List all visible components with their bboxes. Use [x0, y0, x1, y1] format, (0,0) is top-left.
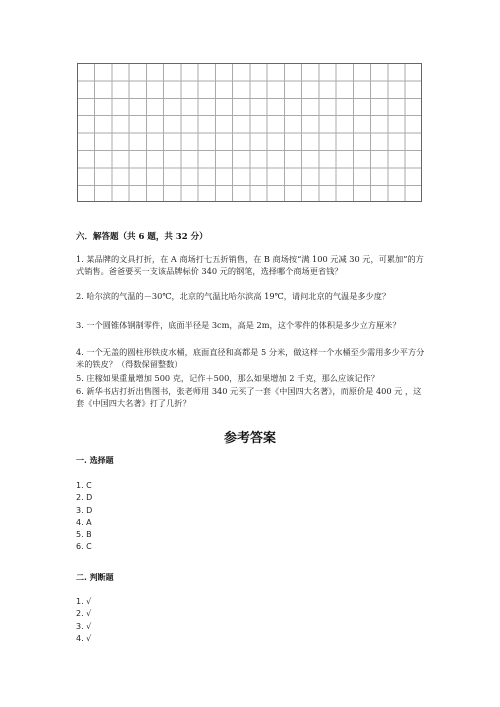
problem-6: 6. 新华书店打折出售图书，张老师用 340 元买了一套《中国四大名著》，而原价是 400 元 ，这套《中国四大名著》打了几折？: [76, 386, 422, 409]
judge-answer-list: [76, 596, 91, 645]
list-item: 1. √: [76, 597, 92, 606]
problem-5: 5. 庄稼如果重量增加 500 克，记作＋500，那么如果增加 2 千克，那么应该记作？: [76, 373, 379, 383]
choice-section-title: 一. 选择题: [76, 455, 114, 465]
writing-grid: [77, 63, 422, 202]
list-item: 6. C: [76, 542, 92, 552]
list-item: 3. D: [76, 505, 93, 515]
answers-title: 参考答案: [223, 431, 276, 446]
problem-3: 3. 一个圆锥体钢制零件，底面半径是 3cm，高是 2m，这个零件的体积是多少立方厘米？: [76, 320, 401, 330]
problem-1: 1. 某品牌的文具打折，在 A 商场打七五折销售，在 B 商场按“满 100 元减 30 元，可累加”的方式销售。爸爸要买一支该品牌标价 340 元的钢笔，选择哪个商场更省钱？: [76, 254, 424, 277]
section-6-title: 六．解答题（共 6 题，共 32 分）: [76, 232, 208, 242]
list-item: 1. C: [76, 481, 92, 490]
list-item: 4. √: [76, 633, 92, 643]
judge-section-title: 二. 判断题: [76, 572, 114, 582]
list-item: 2. √: [76, 609, 92, 619]
problem-4: 4. 一个无盖的圆柱形铁皮水桶，底面直径和高都是 5 分米，做这样一个水桶至少需用多少平方分米的铁皮？（得数保留整数）: [76, 347, 425, 370]
list-item: 2. D: [76, 493, 93, 503]
problem-2: 2. 哈尔滨的气温的－30℃，北京的气温比哈尔滨高 19℃，请问北京的气温是多少度？: [76, 291, 391, 301]
list-item: 3. √: [76, 621, 92, 631]
list-item: 5. B: [76, 530, 92, 540]
list-item: 4. A: [76, 517, 92, 527]
choice-answer-list: [76, 480, 92, 554]
